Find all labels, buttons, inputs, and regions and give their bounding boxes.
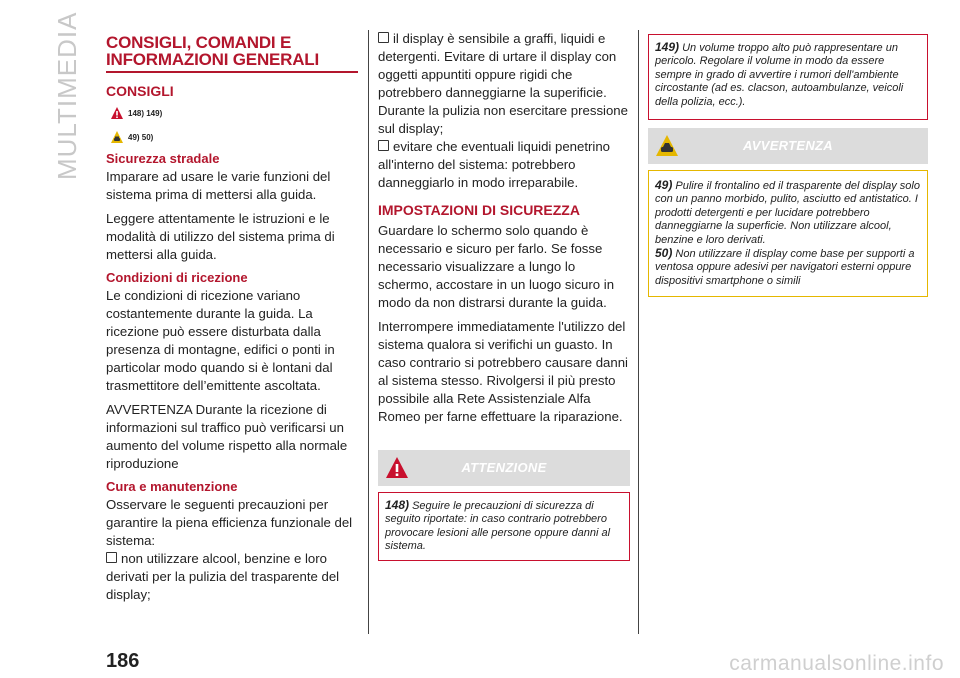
note-number: 149): [655, 40, 680, 54]
list-item: [378, 138, 630, 192]
reference-attention: [110, 103, 358, 123]
attention-note: [655, 41, 921, 109]
note-text: Un volume troppo alto può rappresentare un pericolo. Regolare il volume in modo da essere sempre in grado di avvertire i rumori dell'ambiente circostante (ad es. clacson, autoambulanze, veicoli della polizia, ecc.).: [655, 42, 904, 108]
paragraph: AVVERTENZA Durante la ricezione di informazioni sul traffico può verificarsi un aumento del volume rispetto alla normale riproduzione: [106, 402, 348, 471]
heading-security-settings: IMPOSTAZIONI DI SICUREZZA: [378, 202, 580, 218]
watermark: carmanualsonline.info: [729, 652, 944, 675]
attention-note: [385, 499, 623, 554]
column-divider-1: [368, 30, 369, 634]
paragraph: Interrompere immediatamente l'utilizzo del sistema qualora si verifichi un guasto. In caso contrario si potrebbero causare danni al sistema stesso. Rivolgersi il più presto possibile alla Rete Assistenziale Alfa Romeo per farne effettuare la riparazione.: [378, 319, 628, 424]
list-item: [378, 30, 630, 138]
page-title: [106, 34, 358, 68]
attention-note-box-continued: [648, 34, 928, 120]
page-title-line-2: INFORMAZIONI GENERALI: [106, 50, 320, 69]
page-title-line-1: CONSIGLI, COMANDI E: [106, 33, 292, 52]
reference-attention-numbers: 148) 149): [128, 108, 163, 118]
title-rule: [106, 71, 358, 73]
warning-note-box: [648, 170, 928, 297]
paragraph: Le condizioni di ricezione variano costantemente durante la guida. La ricezione può essere disturbata dalla presenza di montagne, edifici o ponti in particolar modo quando si è lontani dal trasmettitore dell’emittente ascoltata.: [106, 288, 335, 393]
paragraph: Guardare lo schermo solo quando è necessario e sicuro per farlo. Se fosse necessario visualizzare a lungo lo schermo, accostare in un luogo sicuro in modo da non distrarsi durante la guida.: [378, 223, 615, 310]
note-number: 148): [385, 498, 410, 512]
warning-panel-title: AVVERTENZA: [743, 138, 833, 154]
subheading-care: Cura e manutenzione: [106, 479, 238, 494]
caution-car-icon: [110, 130, 124, 144]
paragraph: Osservare le seguenti precauzioni per garantire la piena efficienza funzionale del sistema:: [106, 497, 353, 548]
paragraph: Imparare ad usare le varie funzioni del sistema prima di mettersi alla guida.: [106, 169, 331, 202]
section-tab-label: MULTIMEDIA: [52, 11, 82, 180]
attention-panel-header: [378, 450, 630, 486]
warning-note: [655, 247, 921, 288]
reference-warning-numbers: 49) 50): [128, 132, 154, 142]
list-item: [106, 550, 358, 604]
column-1: [106, 30, 358, 604]
heading-consigli: CONSIGLI: [106, 83, 174, 99]
column-3: [648, 34, 928, 297]
note-number: 49): [655, 178, 673, 193]
page-number: 186: [106, 650, 140, 672]
reference-warning: [110, 127, 358, 147]
note-text: Pulire il frontalino ed il trasparente del display solo con un panno morbido, pulito, asciutto ed antistatico. I prodotti detergenti e per lucidare potrebbero danneggiarne la superficie. Non utilizzare alcool, benzine e loro derivati.: [655, 180, 920, 246]
checkbox-bullet-icon: [106, 552, 117, 563]
subheading-reception: Condizioni di ricezione: [106, 270, 248, 285]
warning-note: [655, 179, 921, 247]
paragraph: Leggere attentamente le istruzioni e le modalità di utilizzo del sistema prima di mettersi alla guida.: [106, 211, 335, 262]
note-text: Non utilizzare il display come base per supporti a ventosa oppure adesivi per navigatori esterni oppure dispositivi smartphone o simili: [655, 248, 915, 287]
attention-note-box: [378, 492, 630, 561]
checkbox-bullet-icon: [378, 140, 389, 151]
column-divider-2: [638, 30, 639, 634]
note-number: 50): [655, 246, 673, 261]
list-item-text: il display è sensibile a graffi, liquidi e detergenti. Evitare di urtare il display con oggetti appuntiti oppure rigidi che potrebbero danneggiarne la superificie. Durante la pulizia non esercitare pressione sul display;: [378, 31, 628, 136]
attention-panel-title: ATTENZIONE: [461, 460, 547, 475]
danger-triangle-icon: [110, 106, 124, 120]
subheading-road-safety: Sicurezza stradale: [106, 151, 220, 166]
checkbox-bullet-icon: [378, 32, 389, 43]
list-item-text: non utilizzare alcool, benzine e loro derivati per la pulizia del trasparente del display;: [106, 551, 340, 602]
column-2: [378, 30, 630, 561]
list-item-text: evitare che eventuali liquidi penetrino all'interno del sistema: potrebbero danneggiarlo in modo irreparabile.: [378, 139, 611, 190]
note-text: Seguire le precauzioni di sicurezza di seguito riportate: in caso contrario potrebbero provocare lesioni alle persone oppure danni al sistema.: [385, 500, 611, 553]
warning-panel-header: [648, 128, 928, 164]
